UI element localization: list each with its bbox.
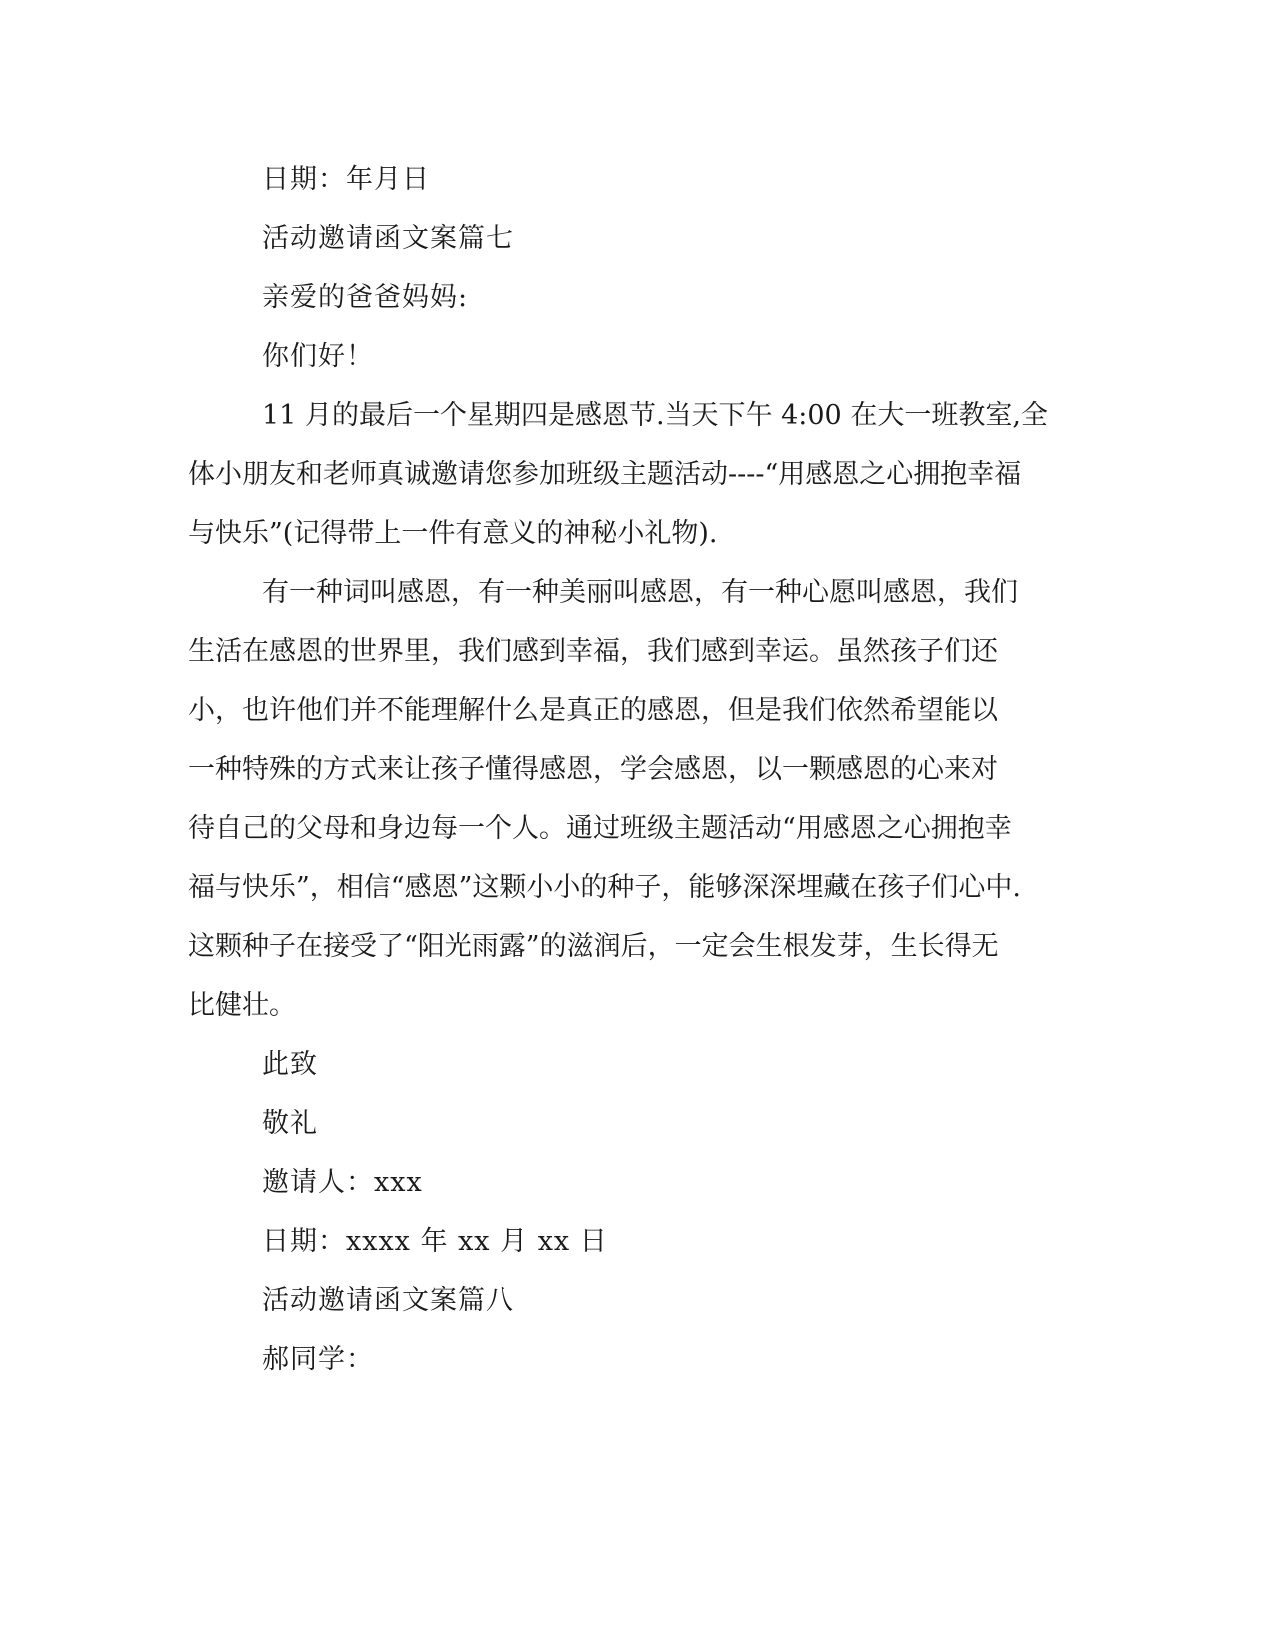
paragraph-line: 福与快乐”，相信“感恩”这颗小小的种子，能够深深埋藏在孩子们心中. (188, 872, 1021, 903)
paragraph-line: 小，也许他们并不能理解什么是真正的感恩，但是我们依然希望能以 (188, 695, 998, 726)
date-line: 日期：年月日 (262, 164, 430, 195)
closing-cizhi: 此致 (262, 1049, 318, 1080)
inviter-line: 邀请人：xxx (262, 1167, 423, 1198)
salutation-parents: 亲爱的爸爸妈妈: (262, 282, 469, 313)
signed-date-line: 日期：xxxx 年 xx 月 xx 日 (262, 1226, 608, 1257)
paragraph-line: 与快乐”(记得带上一件有意义的神秘小礼物). (188, 518, 718, 549)
paragraph-line: 这颗种子在接受了“阳光雨露”的滋润后，一定会生根发芽，生长得无 (188, 931, 999, 962)
paragraph-line: 有一种词叫感恩，有一种美丽叫感恩，有一种心愿叫感恩，我们 (262, 577, 1018, 608)
paragraph-line: 一种特殊的方式来让孩子懂得感恩，学会感恩，以一颗感恩的心来对 (188, 754, 998, 785)
salutation-student: 郝同学： (262, 1344, 374, 1375)
section-heading-eight: 活动邀请函文案篇八 (262, 1285, 514, 1316)
closing-jingli: 敬礼 (262, 1108, 318, 1139)
paragraph-line: 体小朋友和老师真诚邀请您参加班级主题活动----“用感恩之心拥抱幸福 (188, 459, 1022, 490)
greeting: 你们好！ (262, 341, 374, 372)
section-heading-seven: 活动邀请函文案篇七 (262, 223, 514, 254)
paragraph-line: 生活在感恩的世界里，我们感到幸福，我们感到幸运。虽然孩子们还 (188, 636, 998, 667)
paragraph-line: 比健壮。 (188, 990, 296, 1021)
paragraph-line: 11 月的最后一个星期四是感恩节.当天下午 4:00 在大一班教室,全 (262, 400, 1048, 431)
paragraph-line: 待自己的父母和身边每一个人。通过班级主题活动“用感恩之心拥抱幸 (188, 813, 1012, 844)
